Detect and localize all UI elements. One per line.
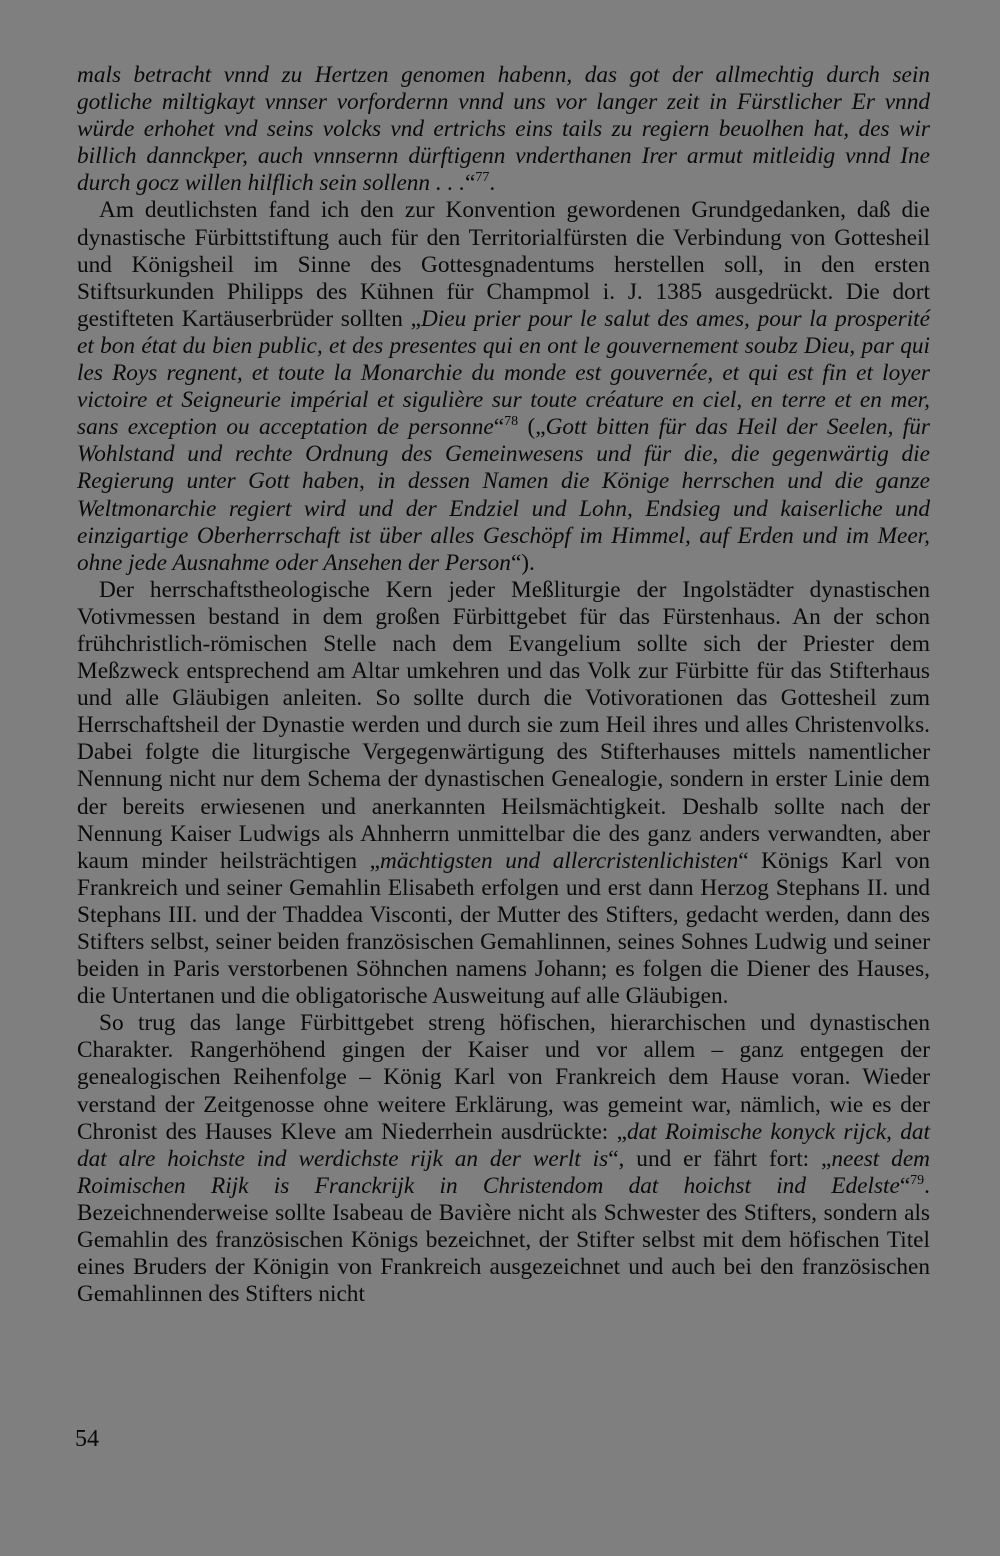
text-run: So trug das lange Fürbittgebet streng höfischen, hierarchischen und dynastischen Charakter. Rangerhöhend gingen der Kaiser und vor allem – ganz entgegen der genealogischen Reihenfolge – König Karl von Frankreich dem Hause voran. Wieder verstand der Zeitgenosse ohne weitere Erklärung, was gemeint war, nämlich, wie es der Chronist des Hauses Kleve am Niederrhein ausdrückte: „ [77,1010,930,1145]
text-run: “ [465,170,476,197]
text-run: “). [510,549,535,576]
paragraph-fuerbittgebet [77,577,930,1011]
paragraph-quote-continuation [77,62,930,197]
text-run: . [489,170,496,197]
body-text [77,62,930,1308]
text-run: Am deutlichsten fand ich den zur Konvention gewordenen Grundgedanken, daß die dynastische Fürbittstiftung auch für den Territorialfürsten die Verbindung von Gottesheil und Königsheil im Sinne des Gottesgnadentums herstellen soll, in den ersten Stiftsurkunden Philipps des Kühnen für Champmol i. J. 1385 ausgedrückt. Die dort gestifteten Kartäuserbrüder sollten „ [77,197,930,332]
text-run: “, und er fährt fort: „ [608,1145,832,1172]
italic-quote: mals betracht vnnd zu Hertzen genomen habenn, das got der allmechtig durch sein gotliche miltigkayt vnnser vorfordernn vnnd uns vor langer zeit in Fürstlicher Er vnnd würde erhohet vnd seins volcks vnd ertrichs eins tails zu regiern beuolhen hat, des wir billich dannckper, auch vnnsernn dürftigenn vnderthanen Irer armut mitleidig vnnd Ine durch gocz willen hilflich sein sollenn . . . [77,62,930,197]
italic-quote: Dieu prier pour le salut des ames, pour la prosperité et bon état du bien public, et des presentes qui en ont le gouvernement soubz Dieu, par qui les Roys regnent, et toute la Monarchie du monde est gouvernée, et qui est fin et loyer victoire et Seigneurie impérial et sigulière sur toute créature en ciel, en terre et en mer, sans exception ou acceptation de personne [77,305,930,441]
italic-quote: dat Roimische konyck rijck, dat dat alre hoichste ind werdichste rijk an der werlt is [77,1118,930,1172]
footnote-ref: 77 [475,170,490,186]
text-run: Der herrschaftstheologische Kern jeder Meßliturgie der Ingolstädter dynastischen Votivmessen bestand in dem großen Fürbittgebet für das Fürstenhaus. An der schon frühchristlich-römischen Stelle nach dem Evangelium sollte sich der Priester dem Meßzweck entsprechend am Altar umkehren und das Volk zur Fürbitte für das Stifterhaus und alle Gläubigen anleiten. So sollte durch die Votivorationen das Gottesheil zum Herrschaftsheil der Dynastie werden und durch sie zum Heil ihres und alles Christenvolks. Dabei folgte die liturgische Vergegenwärtigung des Stifterhauses mittels namentlicher Nennung nicht nur dem Schema der dynastischen Genealogie, sondern in erster Linie dem der bereits erwiesenen und anerkannten Heilsmächtigkeit. Deshalb sollte nach der Nennung Kaiser Ludwigs als Ahnherrn unmittelbar die des ganz anders verwandten, aber kaum minder heilsträchtigen „ [77,576,930,874]
text-run: “ [493,414,505,441]
text-run: („ [518,414,546,441]
footnote-ref: 79 [910,1173,925,1189]
footnote-ref: 78 [504,414,519,430]
paragraph-champmol [77,197,930,576]
text-run: “ [899,1172,911,1199]
italic-quote: neest dem Roimischen Rijk is Franckrijk in Christendom dat hoichst ind Edelste [77,1145,930,1199]
italic-quote: Gott bitten für das Heil der Seelen, für Wohlstand und rechte Ordnung des Gemeinwesens und für die, die gegenwärtig die Regierung unter Gott haben, in dessen Namen die Könige herrschen und die ganze Weltmonarchie regiert wird und der Endziel und Lohn, Endsieg und kaiserliche und einzigartige Oberherrschaft ist über alles Geschöpf im Himmel, auf Erden und im Meer, ohne jede Ausnahme oder Ansehen der Person [77,414,930,576]
page-number: 54 [75,1426,99,1452]
italic-quote: mächtigsten und allercristenlichisten [380,847,739,874]
paragraph-charakter [77,1010,930,1308]
text-run: “ Königs Karl von Frankreich und seiner Gemahlin Elisabeth erfolgen und erst dann Herzog Stephans II. und Stephans III. und der Thaddea Visconti, der Mutter des Stifters, gedacht werden, dann des Stifters selbst, seiner beiden französischen Gemahlinnen, seines Sohnes Ludwig und seiner beiden in Paris verstorbenen Söhnchen namens Johann; es folgen die Diener des Hauses, die Untertanen und die obligatorische Ausweitung auf alle Gläubigen. [77,847,931,1010]
text-run: . Bezeichnenderweise sollte Isabeau de Bavière nicht als Schwester des Stifters, sondern als Gemahlin des französischen Königs bezeichnet, der Stifter selbst mit dem höfischen Titel eines Bruders der Königin von Frankreich ausgezeichnet und auch bei den französischen Gemahlinnen des Stifters nicht [77,1172,930,1308]
